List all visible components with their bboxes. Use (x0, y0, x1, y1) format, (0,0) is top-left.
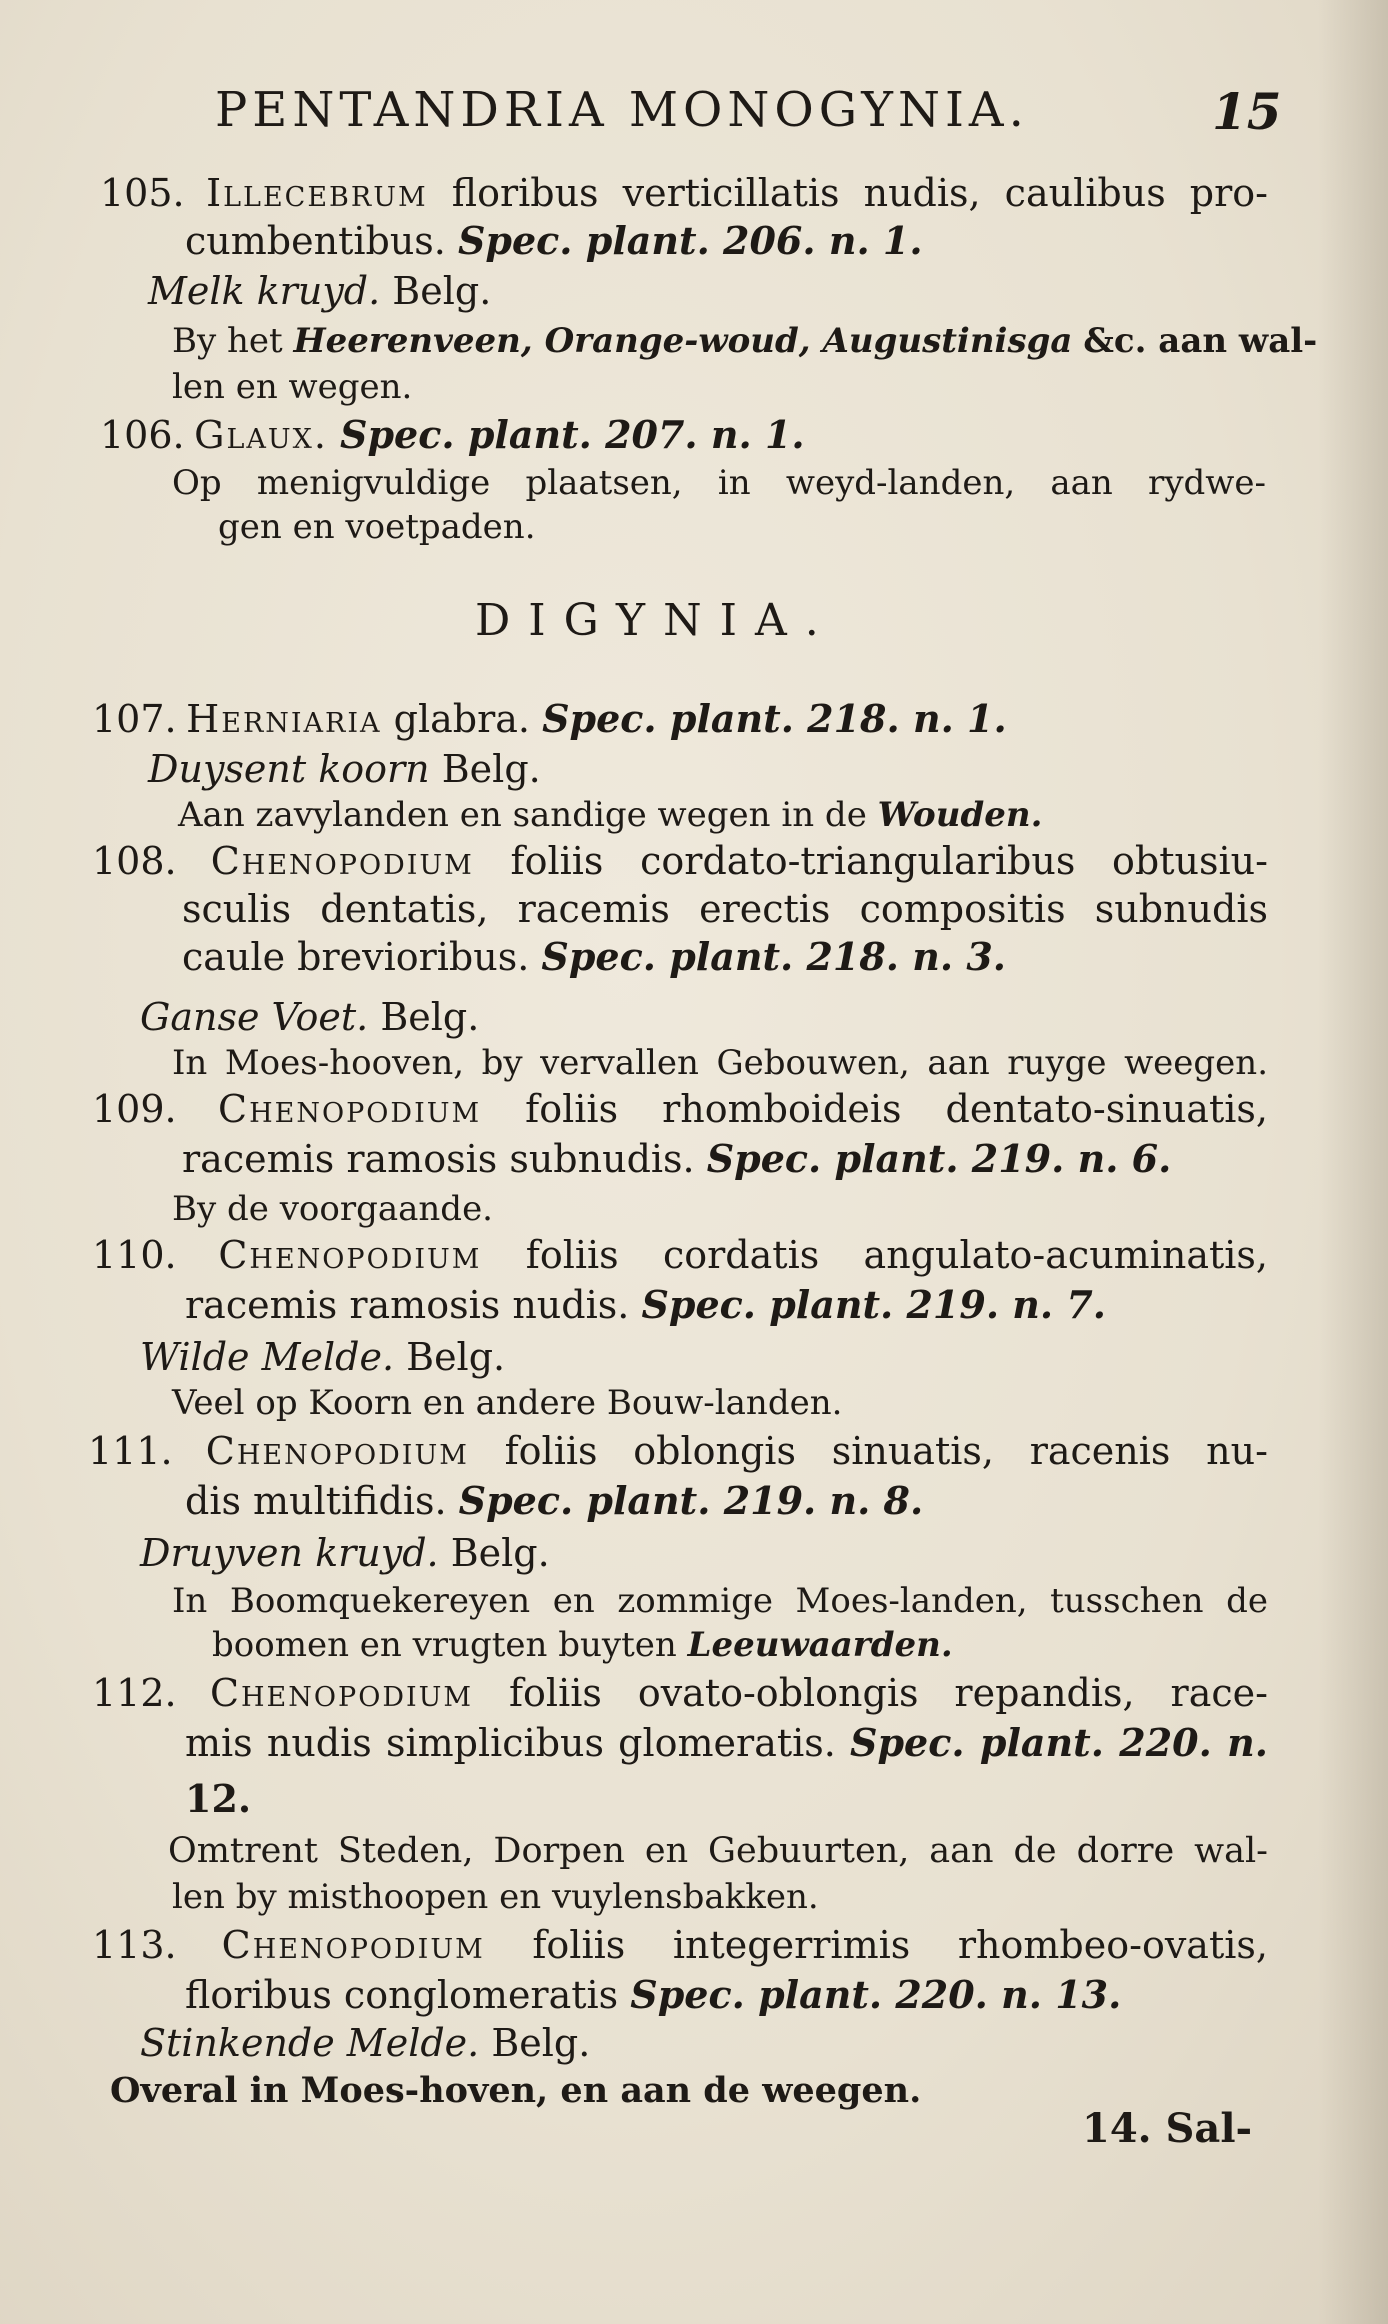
reference: Spec. plant. 219. n. 7. (641, 1282, 1107, 1327)
vernacular-name: Wilde Melde. (140, 1335, 395, 1379)
entry-105-line-2 (185, 218, 923, 264)
description: foliis rhomboideis dentato-sinuatis, (525, 1087, 1268, 1131)
entry-108-habitat: In Moes-hooven, by vervallen Gebouwen, aan ruyge weegen. (172, 1043, 1268, 1083)
genus-name: Glaux. (194, 413, 328, 457)
language-tag: Belg. (392, 269, 492, 313)
catchword: 14. Sal- (1082, 2105, 1253, 2152)
vernacular-name: Melk kruyd. (148, 269, 381, 313)
habitat-text: &c. aan wal- (1083, 321, 1318, 361)
description: racemis ramosis subnudis. (182, 1137, 695, 1181)
entry-109-line-1 (92, 1086, 1268, 1132)
entry-110-vernacular (140, 1334, 505, 1380)
vernacular-name: Stinkende Melde. (140, 2021, 480, 2065)
entry-106-line-1 (100, 412, 805, 458)
reference: Spec. plant. 218. n. 1. (542, 696, 1007, 741)
description: cumbentibus. (185, 219, 446, 263)
reference: Spec. plant. 219. n. 6. (706, 1136, 1172, 1181)
entry-number: 109. (92, 1087, 177, 1131)
genus-name: Chenopodium (218, 1233, 482, 1277)
habitat-text: Aan zavylanden en sandige wegen in de (178, 795, 867, 835)
language-tag: Belg. (380, 995, 480, 1039)
running-header: PENTANDRIA MONOGYNIA. (215, 82, 1029, 138)
description: floribus verticillatis nudis, caulibus pro- (451, 171, 1268, 215)
entry-number: 110. (92, 1233, 177, 1277)
entry-number: 112. (92, 1671, 177, 1715)
entry-112-ref-continued: 12. (185, 1776, 252, 1821)
entry-number: 111. (88, 1429, 173, 1473)
entry-109-line-2 (182, 1136, 1171, 1182)
entry-number: 105. (100, 171, 185, 215)
entry-112-habitat-1: Omtrent Steden, Dorpen en Gebuurten, aan de dorre wal- (168, 1831, 1268, 1871)
entry-112-line-2 (185, 1720, 1268, 1766)
description: glabra. (393, 697, 531, 741)
description: mis nudis simplicibus glomeratis. (185, 1721, 836, 1765)
entry-107-line-1 (92, 696, 1007, 742)
entry-105-line-1 (100, 170, 1268, 216)
genus-name: Chenopodium (209, 1671, 474, 1715)
language-tag: Belg. (450, 1531, 550, 1575)
genus-name: Chenopodium (205, 1429, 469, 1473)
place-names: Wouden. (877, 795, 1043, 835)
entry-111-habitat-1: In Boomquekereyen en zommige Moes-landen, tusschen de (172, 1581, 1268, 1621)
entry-113-line-2 (185, 1972, 1121, 2018)
description: foliis cordato-triangularibus obtusiu- (510, 839, 1268, 883)
entry-111-habitat-2 (212, 1622, 953, 1668)
entry-106-habitat-2: gen en voetpaden. (218, 507, 536, 547)
entry-107-vernacular (148, 746, 541, 792)
entry-105-habitat-2: len en wegen. (172, 367, 413, 407)
entry-110-line-2 (185, 1282, 1106, 1328)
habitat-text: boomen en vrugten buyten (212, 1625, 677, 1665)
language-tag: Belg. (441, 747, 541, 791)
language-tag: Belg. (491, 2021, 591, 2065)
description: foliis cordatis angulato-acuminatis, (525, 1233, 1268, 1277)
habitat-text: By het (172, 321, 283, 361)
entry-112-habitat-2: len by misthoopen en vuylensbakken. (172, 1877, 819, 1917)
vernacular-name: Duysent koorn (148, 747, 430, 791)
description: racemis ramosis nudis. (185, 1283, 630, 1327)
reference: Spec. plant. 207. n. 1. (340, 412, 805, 457)
entry-107-habitat (178, 792, 1042, 838)
entry-108-line-3 (182, 934, 1006, 980)
entry-109-habitat: By de voorgaande. (172, 1189, 493, 1229)
entry-number: 108. (92, 839, 177, 883)
entry-110-habitat: Veel op Koorn en andere Bouw-landen. (172, 1383, 843, 1423)
entry-112-line-1 (92, 1670, 1268, 1716)
entry-110-line-1 (92, 1232, 1268, 1278)
reference: Spec. plant. 219. n. 8. (458, 1478, 924, 1523)
vernacular-name: Ganse Voet. (140, 995, 369, 1039)
reference: Spec. plant. 206. n. 1. (457, 218, 923, 263)
entry-113-habitat: Overal in Moes-hoven, en aan de weegen. (110, 2070, 922, 2111)
entry-111-vernacular (140, 1530, 550, 1576)
entry-number: 107. (92, 697, 177, 741)
entry-105-habitat-1 (172, 318, 1318, 364)
vernacular-name: Druyven kruyd. (140, 1531, 439, 1575)
entry-number: 106. (100, 413, 185, 457)
page-edge-shadow (1318, 0, 1388, 2324)
language-tag: Belg. (406, 1335, 506, 1379)
reference: Spec. plant. 220. n. (850, 1720, 1268, 1765)
genus-name: Chenopodium (218, 1087, 482, 1131)
genus-name: Chenopodium (210, 839, 474, 883)
genus-name: Herniaria (186, 697, 382, 741)
place-names: Leeuwaarden. (687, 1625, 953, 1665)
reference: Spec. plant. 218. n. 3. (541, 934, 1006, 979)
entry-108-line-1 (92, 838, 1268, 884)
description: dis multifidis. (185, 1479, 447, 1523)
entry-108-vernacular (140, 994, 479, 1040)
page-number: 15 (1212, 82, 1282, 141)
description: foliis integerrimis rhombeo-ovatis, (532, 1923, 1268, 1967)
description: caule brevioribus. (182, 935, 530, 979)
section-title: DIGYNIA. (475, 595, 837, 646)
entry-111-line-2 (185, 1478, 923, 1524)
entry-number: 113. (92, 1923, 177, 1967)
genus-name: Illecebrum (206, 171, 428, 215)
entry-113-vernacular (140, 2020, 590, 2066)
genus-name: Chenopodium (221, 1923, 485, 1967)
place-names: Heerenveen, Orange-woud, Augustinisga (293, 321, 1073, 361)
entry-108-line-2: sculis dentatis, racemis erectis compositis subnudis (182, 887, 1268, 931)
description: foliis oblongis sinuatis, racenis nu- (504, 1429, 1268, 1473)
description: foliis ovato-oblongis repandis, race- (508, 1671, 1268, 1715)
description: floribus conglomeratis (185, 1973, 619, 2017)
entry-105-vernacular (148, 268, 491, 314)
entry-111-line-1 (88, 1428, 1268, 1474)
reference: Spec. plant. 220. n. 13. (630, 1972, 1122, 2017)
entry-113-line-1 (92, 1922, 1268, 1968)
entry-106-habitat-1: Op menigvuldige plaatsen, in weyd-landen, aan rydwe- (172, 463, 1266, 503)
